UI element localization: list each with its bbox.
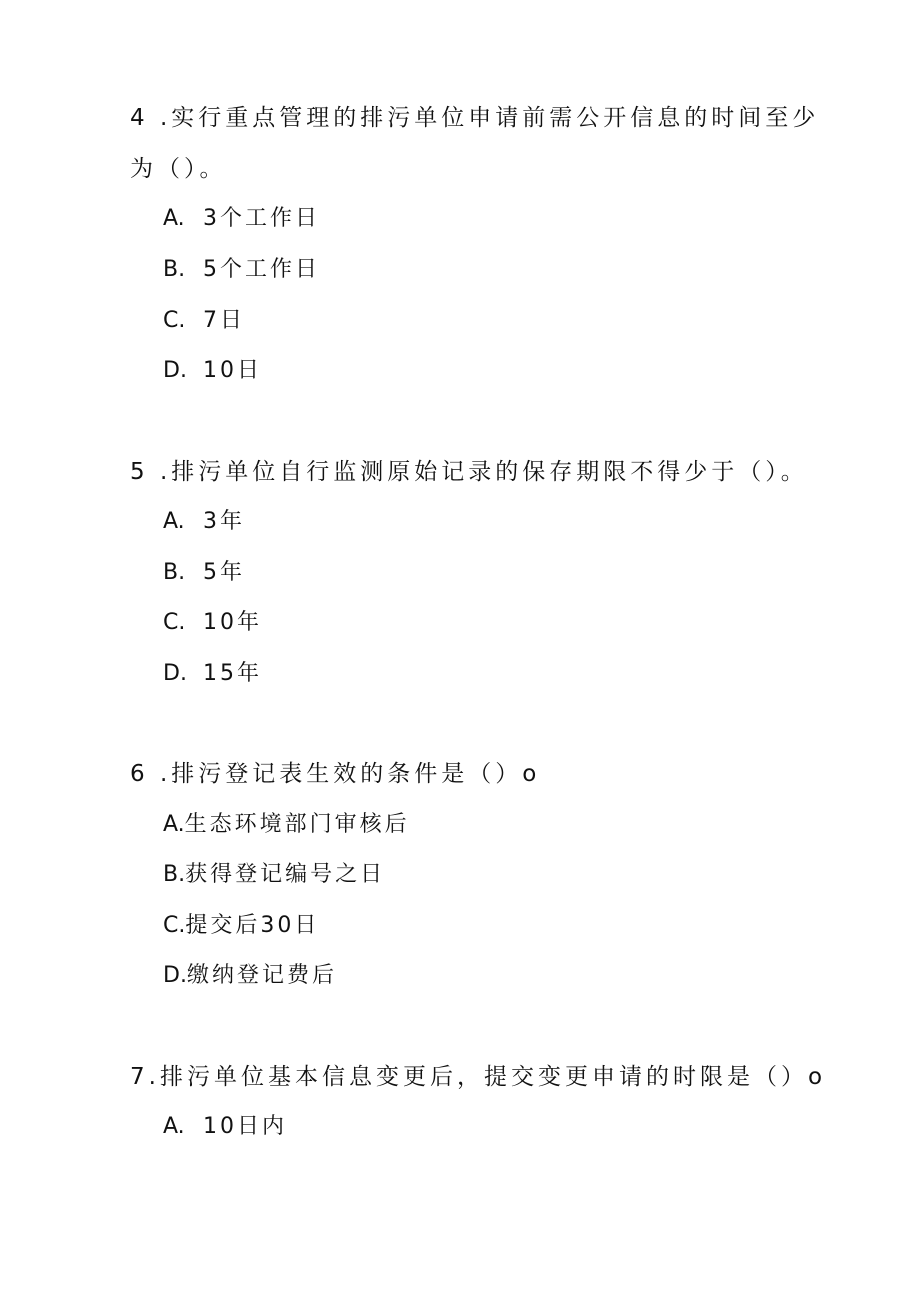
option-letter: C.	[163, 308, 186, 333]
question-5-line-1: 5 .排污单位自行监测原始记录的保存期限不得少于（）。	[130, 459, 808, 485]
question-6-option-a	[163, 810, 410, 840]
question-6-option-d	[163, 961, 337, 991]
question-4-option-a	[163, 204, 320, 234]
option-letter: D.	[163, 963, 187, 988]
option-letter: D.	[163, 661, 187, 686]
option-letter: B.	[163, 862, 186, 887]
question-4-option-c	[163, 306, 245, 336]
question-5-option-b	[163, 558, 245, 588]
question-4-line-2: 为（）。	[130, 156, 227, 182]
question-4-option-d	[163, 356, 262, 386]
option-text: 3个工作日	[203, 206, 320, 231]
option-text: 5年	[203, 560, 245, 585]
question-6-option-b	[163, 860, 385, 890]
option-letter: B.	[163, 560, 186, 585]
option-text: 生态环境部门审核后	[184, 812, 410, 837]
option-letter: D.	[163, 358, 187, 383]
option-text: 10年	[203, 610, 262, 635]
option-text: 10日	[203, 358, 262, 383]
option-letter: C.	[163, 913, 186, 938]
option-letter: A.	[163, 509, 185, 534]
option-text: 3年	[203, 509, 245, 534]
option-text: 10日内	[203, 1114, 287, 1139]
question-7-option-a	[163, 1112, 287, 1142]
question-7-line-1: 7.排污单位基本信息变更后，提交变更申请的时限是（）o	[130, 1064, 827, 1090]
option-letter: A.	[163, 1114, 185, 1139]
question-4-option-b	[163, 255, 320, 285]
question-6-line-1: 6 .排污登记表生效的条件是（）o	[130, 761, 541, 787]
option-letter: A.	[163, 206, 185, 231]
option-letter: C.	[163, 610, 186, 635]
question-5-option-a	[163, 507, 245, 537]
option-text: 缴纳登记费后	[186, 963, 337, 988]
option-text: 5个工作日	[203, 257, 320, 282]
question-5-option-c	[163, 608, 262, 638]
question-5-option-d	[163, 659, 262, 689]
question-4-line-1: 4 .实行重点管理的排污单位申请前需公开信息的时间至少	[130, 105, 820, 131]
option-text: 7日	[203, 308, 245, 333]
option-text: 获得登记编号之日	[185, 862, 386, 887]
option-text: 提交后30日	[185, 913, 320, 938]
option-text: 15年	[203, 661, 262, 686]
question-6-option-c	[163, 911, 319, 941]
option-letter: A.	[163, 812, 185, 837]
option-letter: B.	[163, 257, 186, 282]
